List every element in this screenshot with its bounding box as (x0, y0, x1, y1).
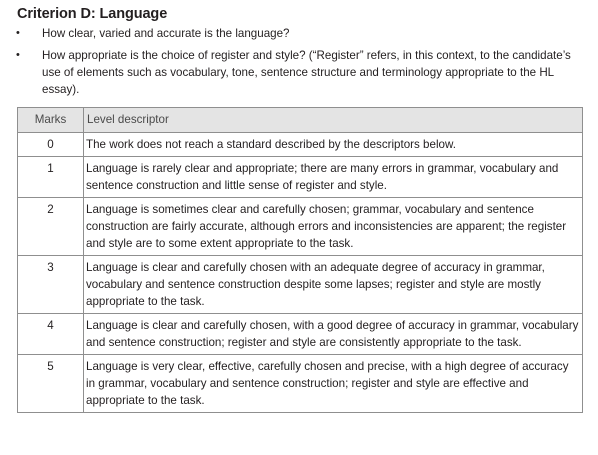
level-descriptor-table (17, 107, 583, 413)
descriptor-column-header: Level descriptor (84, 108, 583, 133)
descriptor-cell: Language is sometimes clear and carefully chosen; grammar, vocabulary and sentence construction are fairly accurate, although errors and inconsistencies are apparent; the register and style are to some extent appropriate to the task. (84, 198, 583, 256)
descriptor-cell: Language is very clear, effective, carefully chosen and precise, with a high degree of accuracy in grammar, vocabulary and sentence construction; register and style are effective and appropriate to the task. (84, 355, 583, 413)
table-header-row (18, 108, 583, 133)
guiding-question-item (16, 47, 586, 98)
mark-cell: 5 (18, 355, 84, 413)
mark-cell: 1 (18, 157, 84, 198)
table-row (18, 133, 583, 157)
bullet-icon: • (16, 49, 20, 61)
table-row (18, 157, 583, 198)
mark-cell: 3 (18, 256, 84, 314)
mark-cell: 0 (18, 133, 84, 157)
criterion-heading: Criterion D: Language (17, 6, 168, 22)
table-row (18, 314, 583, 355)
marks-column-header: Marks (18, 108, 84, 133)
table-row (18, 355, 583, 413)
bullet-icon: • (16, 27, 20, 39)
mark-cell: 4 (18, 314, 84, 355)
table-row (18, 198, 583, 256)
descriptor-cell: Language is clear and carefully chosen with an adequate degree of accuracy in grammar, vocabulary and sentence construction despite some lapses; register and style are mostly appropriate to the task. (84, 256, 583, 314)
descriptor-cell: Language is rarely clear and appropriate; there are many errors in grammar, vocabulary and sentence construction and little sense of register and style. (84, 157, 583, 198)
mark-cell: 2 (18, 198, 84, 256)
guiding-question-item (16, 25, 586, 42)
guiding-question-text: How appropriate is the choice of register and style? (“Register” refers, in this context, to the candidate’s use of elements such as vocabulary, tone, sentence structure and terminology appropriate to the HL essay). (42, 49, 571, 96)
descriptor-cell: The work does not reach a standard described by the descriptors below. (84, 133, 583, 157)
table-row (18, 256, 583, 314)
guiding-questions-list (16, 25, 586, 103)
guiding-question-text: How clear, varied and accurate is the language? (42, 27, 290, 40)
descriptor-cell: Language is clear and carefully chosen, with a good degree of accuracy in grammar, vocabulary and sentence construction; register and style are consistently appropriate to the task. (84, 314, 583, 355)
